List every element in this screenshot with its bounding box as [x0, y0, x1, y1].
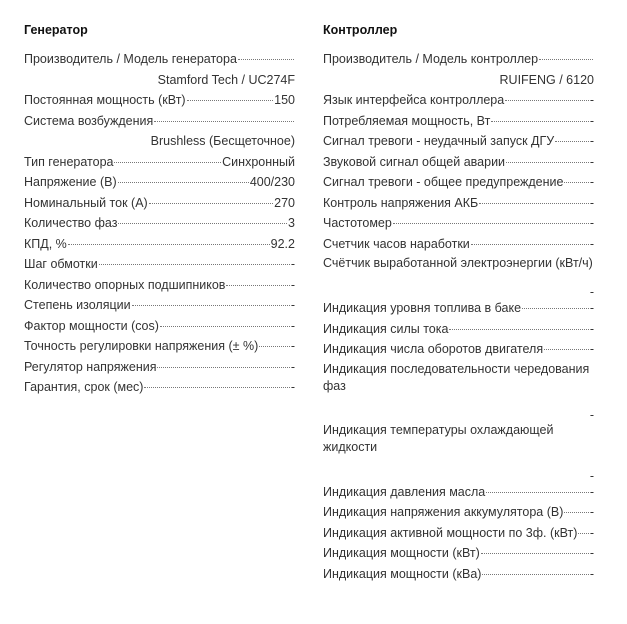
dot-leader	[154, 120, 294, 122]
spec-row-controller-consumption	[323, 111, 594, 132]
dot-leader	[578, 532, 588, 534]
spec-row-controller-energy-meter	[323, 254, 594, 299]
spec-row-controller-frequency-meter	[323, 213, 594, 234]
dot-leader	[482, 573, 588, 575]
dot-leader	[555, 140, 589, 142]
spec-row-generator-efficiency	[24, 234, 295, 255]
dot-leader	[393, 222, 589, 224]
dot-leader	[226, 284, 289, 286]
spec-label: Постоянная мощность (кВт)	[24, 93, 186, 107]
spec-value: -	[589, 154, 594, 169]
controller-section	[323, 22, 594, 584]
dot-leader	[187, 99, 274, 101]
spec-value: -	[589, 113, 594, 128]
spec-row-controller-rpm	[323, 339, 594, 360]
spec-value: -	[589, 321, 594, 336]
spec-row-controller-phase-sequence	[323, 360, 594, 422]
spec-label: Индикация силы тока	[323, 321, 449, 336]
spec-label: Точность регулировки напряжения (± %)	[24, 339, 259, 353]
dot-leader	[544, 348, 589, 350]
spec-row-controller-fuel-level	[323, 298, 594, 319]
spec-label: Индикация напряжения аккумулятора (В)	[323, 505, 564, 519]
spec-value: 400/230	[249, 175, 295, 189]
spec-value: Brushless (Бесщеточное)	[150, 134, 295, 148]
spec-label: Фактор мощности (cos)	[24, 318, 159, 333]
spec-row-generator-phases	[24, 213, 295, 234]
spec-value: -	[589, 566, 594, 581]
dot-leader	[114, 161, 221, 163]
spec-value: -	[589, 301, 594, 315]
spec-label: Индикация активной мощности по 3ф. (кВт)	[323, 525, 578, 540]
spec-label: Индикация мощности (кВт)	[323, 546, 480, 560]
dot-leader	[132, 304, 290, 306]
spec-row-generator-warranty	[24, 377, 295, 398]
dot-leader	[99, 263, 290, 265]
spec-label: Напряжение (В)	[24, 175, 117, 189]
spec-label: Индикация температуры охлаждающей жидкости	[323, 422, 554, 454]
spec-label: Частотомер	[323, 216, 392, 230]
spec-row-generator-type	[24, 152, 295, 173]
spec-label: Контроль напряжения АКБ	[323, 195, 479, 210]
spec-value: 3	[288, 216, 295, 230]
spec-label: Сигнал тревоги - неудачный запуск ДГУ	[323, 134, 555, 148]
spec-value: -	[589, 468, 594, 483]
spec-label: Потребляемая мощность, Вт	[323, 113, 491, 128]
dot-leader	[118, 181, 249, 183]
spec-value: -	[589, 216, 594, 230]
spec-value: -	[589, 505, 594, 519]
spec-value: RUIFENG / 6120	[499, 72, 594, 87]
spec-row-controller-oil-pressure	[323, 482, 594, 503]
spec-row-controller-power-kw	[323, 543, 594, 564]
spec-row-controller-coolant-temp	[323, 421, 594, 483]
spec-label: Счётчик выработанной электроэнергии (кВт/ч)	[323, 256, 593, 270]
dot-leader	[506, 161, 589, 163]
dot-leader	[259, 345, 290, 347]
spec-row-controller-language	[323, 90, 594, 111]
dot-leader	[481, 552, 589, 554]
dot-leader	[564, 511, 588, 513]
spec-label: Гарантия, срок (мес)	[24, 380, 144, 394]
controller-heading: Контроллер	[323, 23, 398, 37]
spec-label: Тип генератора	[24, 154, 114, 169]
dot-leader	[449, 328, 588, 330]
spec-value: -	[589, 525, 594, 540]
spec-value: -	[589, 134, 594, 148]
spec-value: -	[290, 298, 295, 312]
dot-leader	[491, 120, 589, 122]
spec-value: -	[589, 407, 594, 422]
dot-leader	[68, 243, 270, 245]
spec-value: -	[589, 484, 594, 499]
spec-row-generator-voltage	[24, 172, 295, 193]
dot-leader	[149, 202, 273, 204]
spec-row-controller-manufacturer	[323, 49, 594, 90]
spec-row-generator-excitation	[24, 111, 295, 152]
spec-value: -	[290, 257, 295, 271]
dot-leader	[486, 491, 589, 493]
spec-row-generator-insulation	[24, 295, 295, 316]
spec-value: -	[290, 277, 295, 292]
spec-row-generator-power-factor	[24, 316, 295, 337]
spec-value: 270	[274, 195, 295, 210]
spec-value: 150	[274, 93, 295, 107]
spec-label: Индикация мощности (кВа)	[323, 566, 482, 581]
spec-value: -	[290, 380, 295, 394]
dot-leader	[522, 307, 589, 309]
spec-value: -	[589, 93, 594, 107]
spec-value: -	[290, 339, 295, 353]
spec-row-generator-pitch	[24, 254, 295, 275]
spec-value: -	[589, 195, 594, 210]
dot-leader	[144, 386, 289, 388]
dot-leader	[238, 58, 294, 60]
dot-leader	[479, 202, 589, 204]
dot-leader	[160, 325, 290, 327]
spec-label: Индикация числа оборотов двигателя	[323, 342, 544, 356]
spec-value: 92.2	[270, 236, 295, 251]
spec-value: Синхронный	[222, 154, 295, 169]
spec-row-controller-alarm-start-fail	[323, 131, 594, 152]
spec-value: Stamford Tech / UC274F	[157, 72, 295, 87]
dot-leader	[539, 58, 593, 60]
spec-label: Сигнал тревоги - общее предупреждение	[323, 175, 564, 189]
spec-label: Язык интерфейса контроллера	[323, 93, 505, 107]
spec-row-generator-current	[24, 193, 295, 214]
spec-label: Регулятор напряжения	[24, 359, 157, 374]
spec-label: Шаг обмотки	[24, 257, 98, 271]
spec-row-generator-regulation-accuracy	[24, 336, 295, 357]
spec-row-controller-hour-meter	[323, 234, 594, 255]
spec-label: Производитель / Модель генератора	[24, 52, 237, 66]
spec-label: Количество опорных подшипников	[24, 277, 226, 292]
spec-label: Звуковой сигнал общей аварии	[323, 154, 506, 169]
spec-label: Номинальный ток (А)	[24, 195, 148, 210]
spec-row-generator-bearings	[24, 275, 295, 296]
spec-label: Производитель / Модель контроллер	[323, 52, 539, 66]
generator-section	[24, 22, 295, 398]
spec-label: Система возбуждения	[24, 113, 154, 128]
spec-row-controller-current	[323, 319, 594, 340]
spec-row-controller-alarm-sound	[323, 152, 594, 173]
spec-value: -	[589, 175, 594, 189]
spec-label: Индикация уровня топлива в баке	[323, 301, 522, 315]
generator-heading: Генератор	[24, 23, 88, 37]
dot-leader	[564, 181, 588, 183]
spec-label: Индикация давления масла	[323, 484, 486, 499]
spec-label: Количество фаз	[24, 216, 118, 230]
spec-value: -	[589, 236, 594, 251]
spec-value: -	[290, 318, 295, 333]
spec-label: Индикация последовательности чередования фаз	[323, 361, 590, 393]
dot-leader	[505, 99, 589, 101]
spec-row-controller-battery-control	[323, 193, 594, 214]
spec-row-generator-manufacturer	[24, 49, 295, 90]
spec-row-controller-power-kva	[323, 564, 594, 585]
spec-label: КПД, %	[24, 236, 67, 251]
spec-value: -	[589, 342, 594, 356]
spec-value: -	[589, 546, 594, 560]
spec-value: -	[589, 285, 594, 299]
dot-leader	[157, 366, 289, 368]
spec-row-generator-regulator	[24, 357, 295, 378]
dot-leader	[118, 222, 287, 224]
spec-row-generator-power	[24, 90, 295, 111]
spec-row-controller-alarm-general	[323, 172, 594, 193]
spec-label: Счетчик часов наработки	[323, 236, 470, 251]
spec-row-controller-battery-voltage	[323, 502, 594, 523]
spec-row-controller-active-power	[323, 523, 594, 544]
spec-value: -	[290, 359, 295, 374]
dot-leader	[471, 243, 589, 245]
spec-label: Степень изоляции	[24, 298, 131, 312]
